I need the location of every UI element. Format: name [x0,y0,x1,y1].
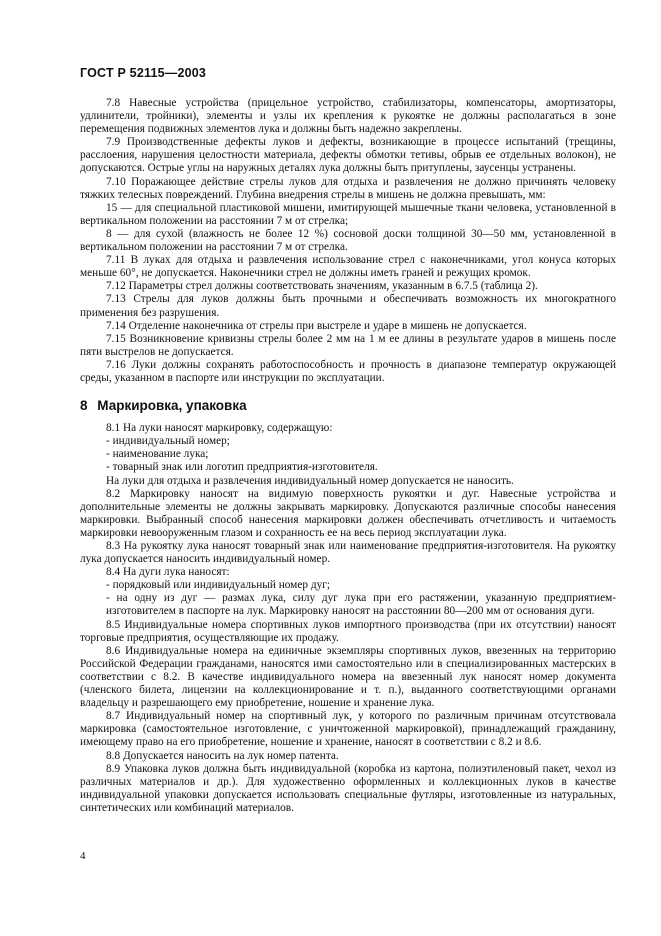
paragraph-7-10: 7.10 Поражающее действие стрелы луков для отдыха и развлечения не должно причинять человеку тяжких телесных повреждений. Глубина внедрения стрелы в мишень не должна превышать, мм: [80,175,616,201]
paragraph-7-10-item-8: 8 — для сухой (влажность не более 12 %) сосновой доски толщиной 30—50 мм, установленной в вертикальном положении на расстоянии 7 м от стрелка. [80,227,616,254]
paragraph-8-5: 8.5 Индивидуальные номера спортивных луков импортного производства (при их отсутствии) наносят торговые предприятия, осуществляющие их продажу. [80,618,616,644]
list-item-8-4: - порядковый или индивидуальный номер дуг; [106,579,330,592]
document-header: ГОСТ Р 52115—2003 [80,66,207,80]
paragraph-8-6: 8.6 Индивидуальные номера на единичные экземпляры спортивных луков, ввезенных на территорию Российской Федерации гражданами, наносятся ими самостоятельно или в специализированных мастерских в соответствии с 8.2. В качестве индивидуального номера на ввезенный лук наносят номер документа (членского билета, лицензии на коллекционирование и т. п.), выданного соответствующими органами владельцу и разрешающего ему приобретение, ношение и хранение лука. [80,644,616,710]
paragraph-7-16: 7.16 Луки должны сохранять работоспособность и прочность в диапазоне температур окружающей среды, указанном в паспорте или инструкции по эксплуатации. [80,358,616,384]
section-8-heading [80,399,616,412]
section-8-title: Маркировка, упаковка [97,398,247,414]
paragraph-7-11: 7.11 В луках для отдыха и развлечения использование стрел с наконечниками, угол конуса которых меньше 60°, не допускается. Наконечники стрел не должны иметь граней и режущих кромок. [80,254,616,280]
list-item-8-1: - индивидуальный номер; [106,435,230,448]
paragraph-8-9: 8.9 Упаковка луков должна быть индивидуальной (коробка из картона, полиэтиленовый пакет, чехол из различных материалов и др.). Для художественно оформленных и коллекционных луков в качестве индивидуальной упаковки допускается использовать специальные футляры, изготовленные из натуральных, синтетических или комбинаций материалов. [80,762,616,814]
list-item-8-1: - наименование лука; [106,448,209,461]
section-8-number: 8 [80,398,88,414]
paragraph-7-8: 7.8 Навесные устройства (прицельное устройство, стабилизаторы, компенсаторы, амортизаторы, удлинители, тройники), элементы и узлы их крепления к рукоятке не должны располагаться в зоне перемещения подвижных элементов лука и должны быть надежно закреплены. [80,97,616,136]
document-body [80,97,616,815]
list-item-8-4: - на одну из дуг — размах лука, силу дуг лука при его растяжении, указанную предприятием-изготовителем в паспорте на лук. Маркировку наносят на расстоянии 80—200 мм от основания дуги. [106,592,616,618]
paragraph-8-4: 8.4 На дуги лука наносят: [106,566,230,579]
paragraph-7-9: 7.9 Производственные дефекты луков и дефекты, возникающие в процессе испытаний (трещины, расслоения, нарушения целостности материала, дефекты обмотки тетивы, обрыв ее отдельных волокон), не допускаются. Острые углы на наружных деталях лука должны быть притуплены, заусенцы устранены. [80,136,616,175]
paragraph-8-1: 8.1 На луки наносят маркировку, содержащую: [106,422,333,435]
paragraph-8-7: 8.7 Индивидуальный номер на спортивный лук, у которого по различным причинам отсутствовала маркировка (самостоятельное изготовление, с уничтоженной маркировкой), принадлежащий гражданину, имеющему право на его приобретение, ношение и хранение, наносят в соответствии с 8.2 и 8.6. [80,710,616,749]
paragraph-7-15: 7.15 Возникновение кривизны стрелы более 2 мм на 1 м ее длины в результате ударов в мишень после пяти выстрелов не допускается. [80,332,616,358]
paragraph-8-8: 8.8 Допускается наносить на лук номер патента. [106,749,339,762]
page-number: 4 [80,850,86,862]
paragraph-7-13: 7.13 Стрелы для луков должны быть прочными и обеспечивать возможность их многократного применения без разрушения. [80,293,616,319]
paragraph-7-12: 7.12 Параметры стрел должны соответствовать значениям, указанным в 6.7.5 (таблица 2). [106,280,538,293]
paragraph-8-3: 8.3 На рукоятку лука наносят товарный знак или наименование предприятия-изготовителя. На рукоятку лука допускается наносить индивидуальный номер. [80,540,616,566]
list-item-8-1: - товарный знак или логотип предприятия-изготовителя. [106,461,378,474]
paragraph-8-1-note: На луки для отдыха и развлечения индивидуальный номер допускается не наносить. [106,474,514,487]
paragraph-8-2: 8.2 Маркировку наносят на видимую поверхность рукоятки и дуг. Навесные устройства и дополнительные элементы не должны закрывать маркировку. Допускаются различные способы нанесения маркировки. Выбранный способ нанесения маркировки должен обеспечивать отчетливость и читаемость маркировки невооруженным глазом и сохранность ее на весь период эксплуатации лука. [80,487,616,539]
paragraph-7-14: 7.14 Отделение наконечника от стрелы при выстреле и ударе в мишень не допускается. [106,319,527,332]
paragraph-7-10-item-15: 15 — для специальной пластиковой мишени, имитирующей мышечные ткани человека, установленной в вертикальном положении на расстоянии 7 м от стрелка; [80,201,616,227]
